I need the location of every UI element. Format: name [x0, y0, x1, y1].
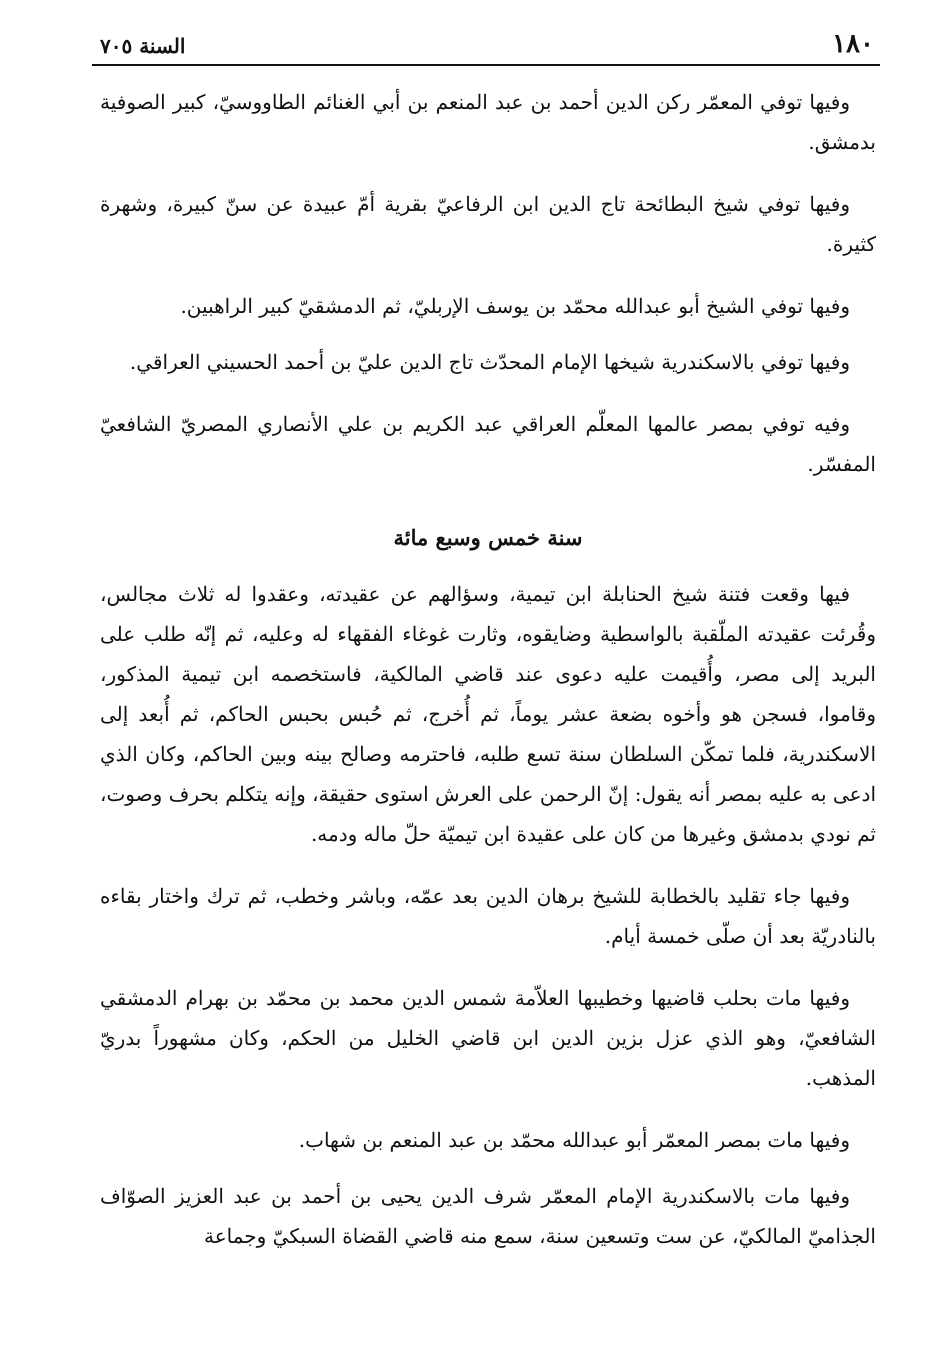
paragraph: وفيها توفي بالاسكندرية شيخها الإمام المحدّث تاج الدين عليّ بن أحمد الحسيني العراقي. — [129, 350, 850, 374]
running-head: السنة ٧٠٥ — [100, 34, 186, 58]
paragraph: فيها وقعت فتنة شيخ الحنابلة ابن تيمية، وسؤالهم عن عقيدته، وعقدوا له ثلاث مجالس، وقُرئت عقيدته الملّقبة بالواسطية وضايقوه، وثارت غوغاء الفقهاء له وعليه، ثم إنّه طلب على البريد إلى مصر، وأُقيمت عليه دعوى عند قاضي المالكية، فاستخصمه ابن تيمية المذكور، وقاموا، فسجن هو وأخوه بضعة عشر يوماً، ثم أُخرج، ثم حُبس بحبس الحاكم، ثم أُبعد إلى الاسكندرية، فلما تمكّن السلطان سنة تسع طلبه، فاحترمه وصالح بينه وبين الحاكم، وكان الذي ادعى به عليه بمصر أنه يقول: إنّ الرحمن على العرش استوى حقيقة، وإنه يتكلم بحرف وصوت، ثم نودي بدمشق وغيرها من كان على عقيدة ابن تيميّة حلّ ماله ودمه. — [100, 582, 877, 846]
paragraph: وفيها توفي شيخ البطائحة تاج الدين ابن الرفاعيّ بقرية أمّ عبيدة عن سنّ كبيرة، وشهرة كثيرة. — [100, 192, 876, 256]
page-number: ١٨٠ — [832, 29, 874, 59]
paragraph: وفيها توفي الشيخ أبو عبدالله محمّد بن يوسف الإربليّ، ثم الدمشقيّ كبير الراهبين. — [180, 294, 850, 318]
paragraph: وفيها توفي المعمّر ركن الدين أحمد بن عبد المنعم بن أبي الغنائم الطاووسيّ، كبير الصوفية بدمشق. — [100, 90, 876, 154]
paragraph: وفيها مات بمصر المعمّر أبو عبدالله محمّد بن عبد المنعم بن شهاب. — [298, 1128, 850, 1152]
page-header — [92, 28, 880, 66]
paragraph: وفيه توفي بمصر عالمها المعلّم العراقي عبد الكريم بن علي الأنصاري المصريّ الشافعيّ المفسّر. — [100, 412, 876, 476]
paragraph: وفيها جاء تقليد بالخطابة للشيخ برهان الدين بعد عمّه، وباشر وخطب، ثم ترك واختار بقاءه بالنادريّة بعد أن صلّى خمسة أيام. — [100, 884, 876, 948]
paragraph: وفيها مات بحلب قاضيها وخطيبها العلاّمة شمس الدين محمد بن محمّد بن بهرام الدمشقي الشافعيّ، وهو الذي عزل بزين الدين ابن قاضي الخليل من الحكم، وكان مشهوراً بدريّ المذهب. — [100, 986, 876, 1090]
page-body — [100, 82, 876, 1278]
section-title: سنة خمس وسبع مائة — [393, 525, 583, 550]
paragraph: وفيها مات بالاسكندرية الإمام المعمّر شرف الدين يحيى بن أحمد بن عبد العزيز الصوّاف الجذاميّ المالكيّ، عن ست وتسعين سنة، سمع منه قاضي القضاة السبكيّ وجماعة — [100, 1184, 876, 1248]
